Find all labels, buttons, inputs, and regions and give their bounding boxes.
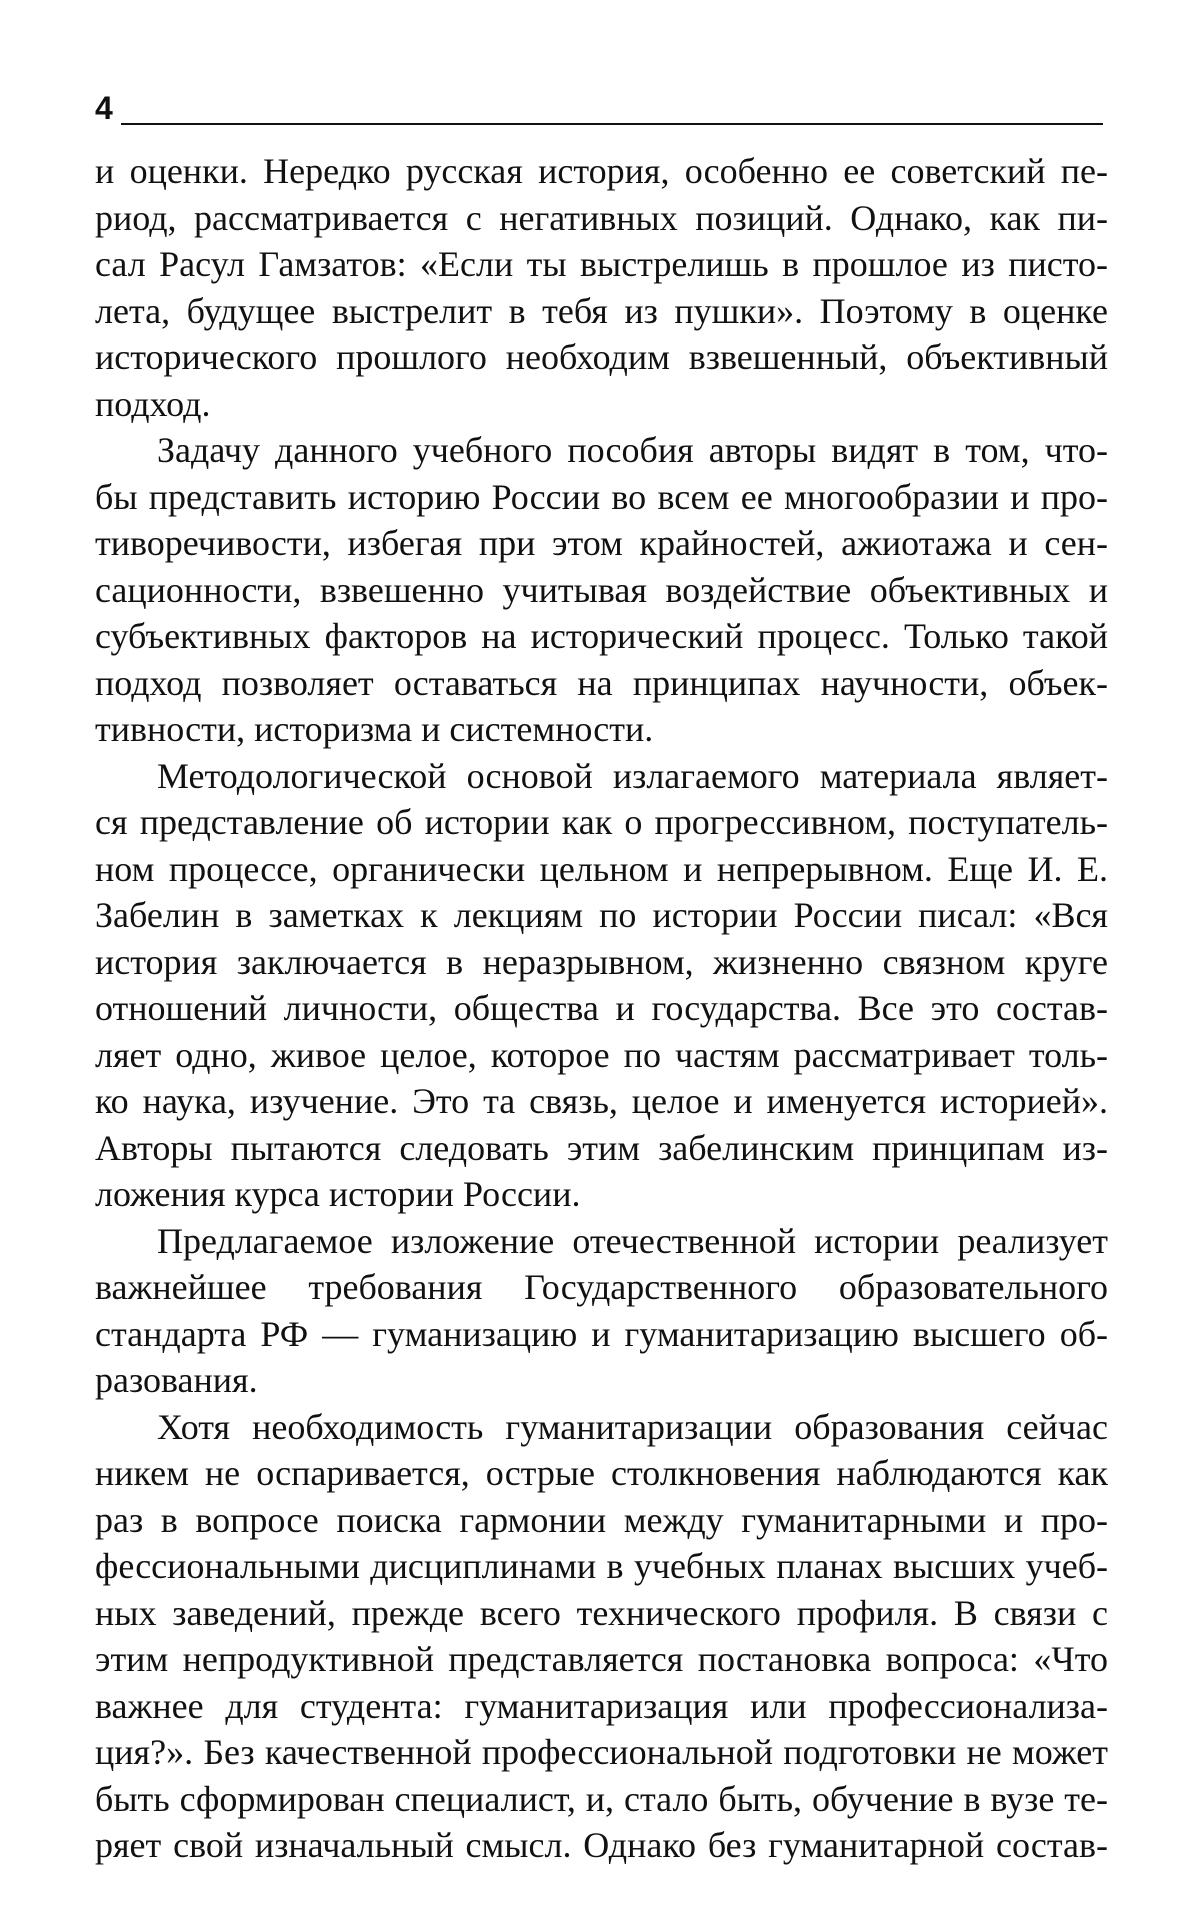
- text-line: субъективных факторов на исторический процесс. Только такой: [95, 616, 1108, 656]
- text-line: Авторы пытаются следовать этим забелинским принципам из-: [95, 1127, 1108, 1168]
- text-line: Хотя необходимость гуманитаризации образования сейчас: [157, 1406, 1108, 1447]
- paragraph-2: [95, 427, 1108, 753]
- header-rule: [121, 123, 1103, 125]
- text-line: стандарта РФ — гуманизацию и гуманитаризацию высшего об-: [95, 1313, 1108, 1354]
- text-line: тиворечивости, избегая при этом крайностей, ажиотажа и сен-: [95, 523, 1108, 563]
- text-line: ных заведений, прежде всего технического профиля. В связи с: [95, 1592, 1108, 1633]
- text-line: подход позволяет оставаться на принципах научности, объек-: [95, 662, 1108, 703]
- text-line: ложения курса истории России.: [95, 1174, 581, 1214]
- page-header: [95, 90, 1103, 130]
- text-line: ном процессе, органически цельном и непрерывном. Еще И. Е.: [95, 848, 1108, 889]
- text-line: сал Расул Гамзатов: «Если ты выстрелишь в прошлое из писто-: [95, 244, 1108, 284]
- page-number: 4: [95, 90, 113, 126]
- text-line: тивности, историзма и системности.: [95, 709, 654, 749]
- text-line: раз в вопросе поиска гармонии между гуманитарными и про-: [95, 1499, 1108, 1540]
- text-line: и оценки. Нередко русская история, особенно ее советский пе-: [95, 151, 1108, 191]
- text-line: ция?». Без качественной профессиональной подготовки не может: [95, 1732, 1108, 1772]
- text-line: Методологической основой излагаемого материала являет-: [157, 755, 1108, 796]
- text-line: подход.: [95, 383, 211, 424]
- text-line: сационности, взвешенно учитывая воздействие объективных и: [95, 569, 1108, 610]
- text-line: разования.: [95, 1360, 258, 1400]
- text-line: лета, будущее выстрелит в тебя из пушки». Поэтому в оценке: [95, 290, 1108, 331]
- text-line: ко наука, изучение. Это та связь, целое и именуется историей».: [95, 1081, 1108, 1121]
- text-line: важнейшее требования Государственного образовательного: [95, 1267, 1108, 1307]
- text-line: фессиональными дисциплинами в учебных планах высших учеб-: [95, 1546, 1108, 1586]
- text-line: никем не оспаривается, острые столкновения наблюдаются как: [95, 1453, 1108, 1493]
- text-line: важнее для студента: гуманитаризация или профессионализа-: [95, 1685, 1108, 1726]
- text-line: риод, рассматривается с негативных позиций. Однако, как пи-: [95, 197, 1108, 238]
- text-line: этим непродуктивной представляется постановка вопроса: «Что: [95, 1639, 1108, 1679]
- text-line: исторического прошлого необходим взвешенный, объективный: [95, 337, 1108, 377]
- paragraph-3: [95, 753, 1108, 1218]
- text-line: Задачу данного учебного пособия авторы видят в том, что-: [157, 430, 1108, 470]
- text-line: бы представить историю России во всем ее многообразии и про-: [95, 476, 1108, 517]
- text-line: ся представление об истории как о прогрессивном, поступатель-: [95, 802, 1108, 842]
- paragraph-1: [95, 148, 1108, 427]
- text-line: Забелин в заметках к лекциям по истории России писал: «Вся: [95, 895, 1108, 935]
- paragraph-4: [95, 1218, 1108, 1404]
- text-line: быть сформирован специалист, и, стало быть, обучение в вузе те-: [95, 1778, 1108, 1819]
- text-line: история заключается в неразрывном, жизненно связном круге: [95, 941, 1108, 982]
- body-text: [95, 148, 1108, 1869]
- text-line: ляет одно, живое целое, которое по частям рассматривает толь-: [95, 1034, 1108, 1075]
- paragraph-5: [95, 1404, 1108, 1869]
- text-line: отношений личности, общества и государства. Все это состав-: [95, 988, 1108, 1028]
- text-line: Предлагаемое изложение отечественной истории реализует: [157, 1220, 1108, 1261]
- text-line: ряет свой изначальный смысл. Однако без гуманитарной состав-: [95, 1825, 1108, 1865]
